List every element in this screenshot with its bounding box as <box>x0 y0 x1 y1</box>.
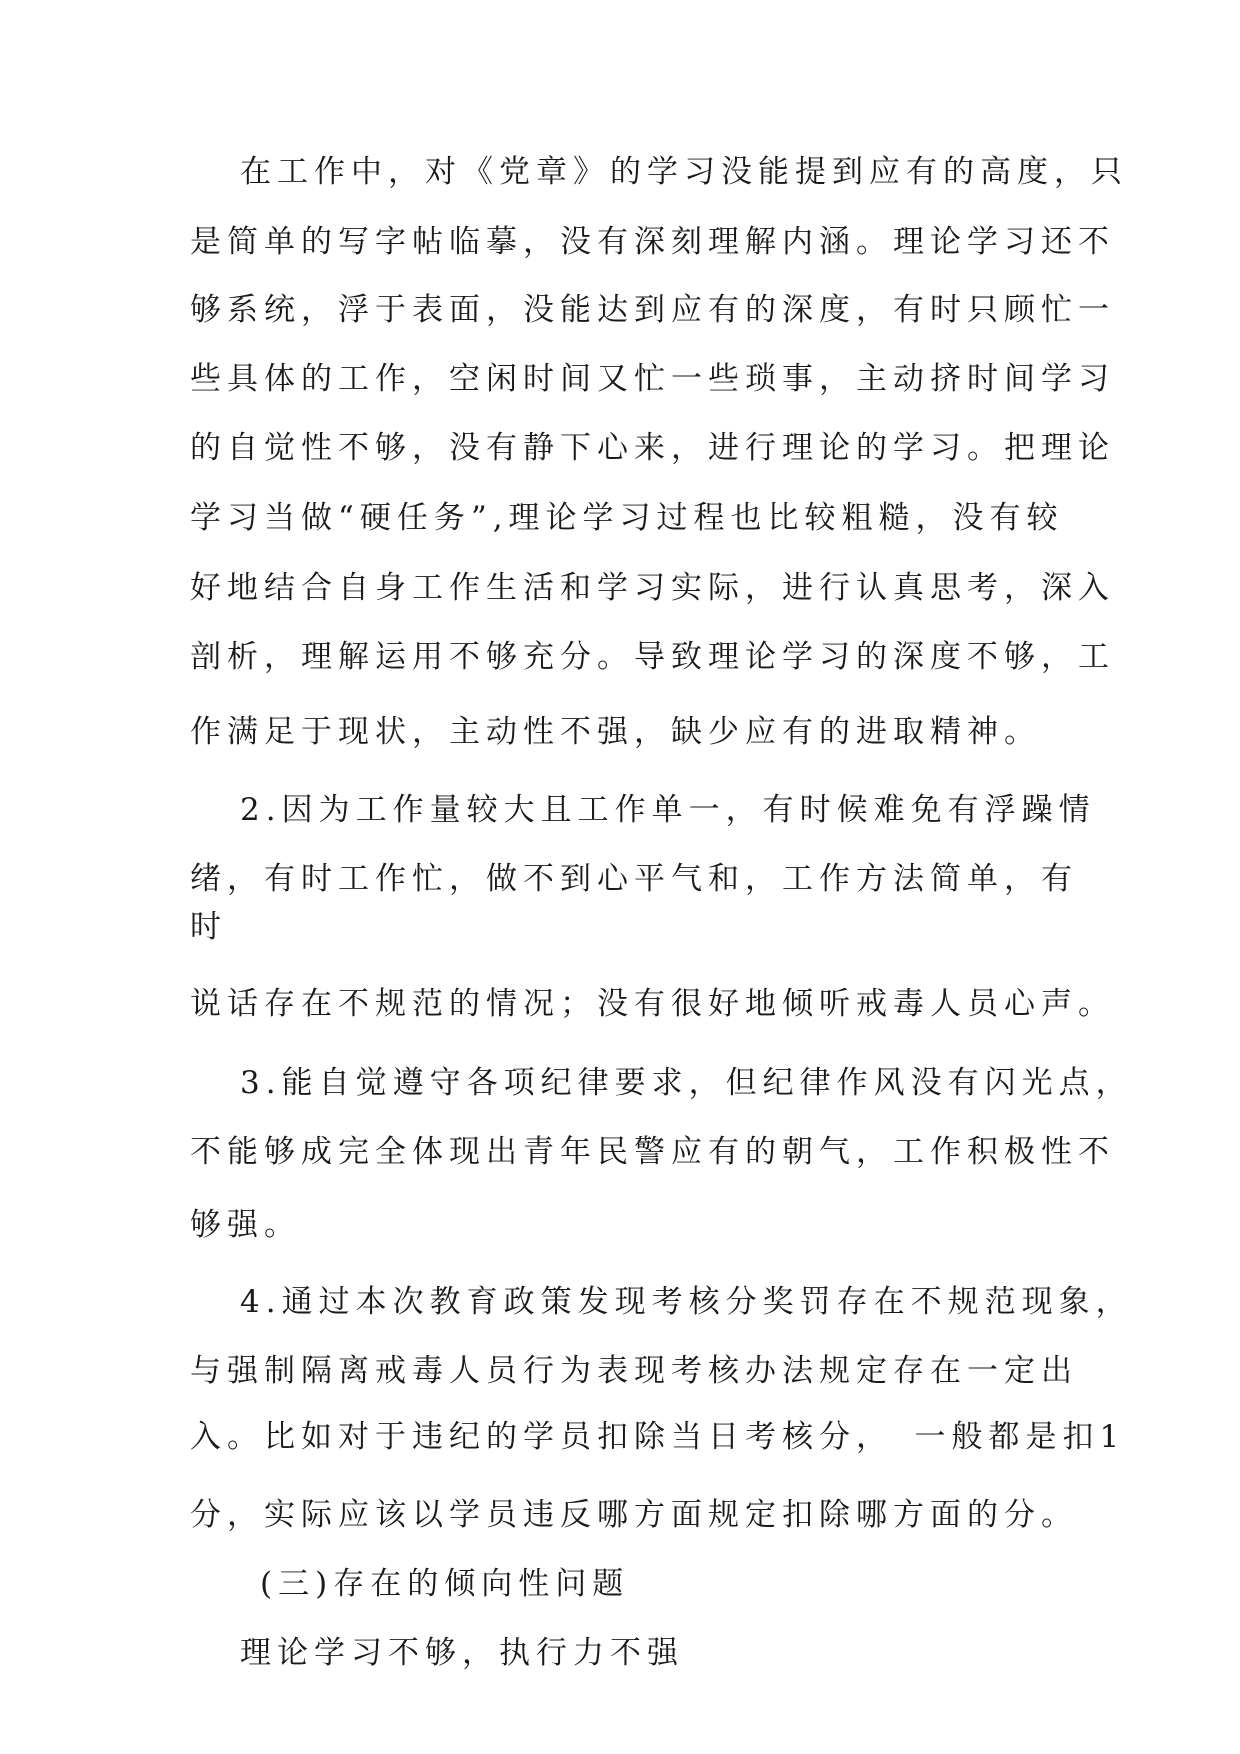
paragraph-1-line-7: 好地结合自身工作生活和学习实际，进行认真思考，深入 <box>190 570 1115 606</box>
paragraph-1-line-1: 在工作中，对《党章》的学习没能提到应有的高度，只 <box>240 154 1128 190</box>
item-4-line-2: 与强制隔离戒毒人员行为表现考核办法规定存在一定出 <box>190 1353 1078 1389</box>
item-2-line-3: 时 <box>190 909 227 945</box>
item-2-line-2: 绪，有时工作忙，做不到心平气和，工作方法简单，有 <box>190 861 1078 897</box>
paragraph-1-line-9: 作满足于现状，主动性不强，缺少应有的进取精神。 <box>190 714 1041 750</box>
item-3-line-2: 不能够成完全体现出青年民警应有的朝气，工作积极性不 <box>190 1134 1115 1170</box>
paragraph-1-line-3: 够系统，浮于表面，没能达到应有的深度，有时只顾忙一 <box>190 292 1115 328</box>
paragraph-1-line-8: 剖析，理解运用不够充分。导致理论学习的深度不够，工 <box>190 639 1115 675</box>
paragraph-1-line-4: 些具体的工作，空闲时间又忙一些琐事，主动挤时间学习 <box>190 361 1115 397</box>
item-4-line-4: 分，实际应该以学员违反哪方面规定扣除哪方面的分。 <box>190 1497 1078 1533</box>
item-3-line-1: 3.能自觉遵守各项纪律要求，但纪律作风没有闪光点， <box>240 1065 1133 1101</box>
item-4-line-3: 入。比如对于违纪的学员扣除当日考核分， 一般都是扣1 <box>190 1419 1126 1455</box>
section-heading: (三)存在的倾向性问题 <box>260 1566 630 1602</box>
paragraph-1-line-5: 的自觉性不够，没有静下心来，进行理论的学习。把理论 <box>190 430 1115 466</box>
item-2-line-1: 2.因为工作量较大且工作单一，有时候难免有浮躁情 <box>240 792 1096 828</box>
item-3-line-3: 够强。 <box>190 1207 301 1243</box>
item-2-line-4: 说话存在不规范的情况；没有很好地倾听戒毒人员心声。 <box>190 986 1115 1022</box>
paragraph-1-line-6: 学习当做“硬任务”,理论学习过程也比较粗糙，没有较 <box>190 500 1064 536</box>
item-4-line-1: 4.通过本次教育政策发现考核分奖罚存在不规范现象， <box>240 1284 1133 1320</box>
section-body: 理论学习不够，执行力不强 <box>240 1635 684 1671</box>
paragraph-1-line-2: 是简单的写字帖临摹，没有深刻理解内涵。理论学习还不 <box>190 224 1115 260</box>
